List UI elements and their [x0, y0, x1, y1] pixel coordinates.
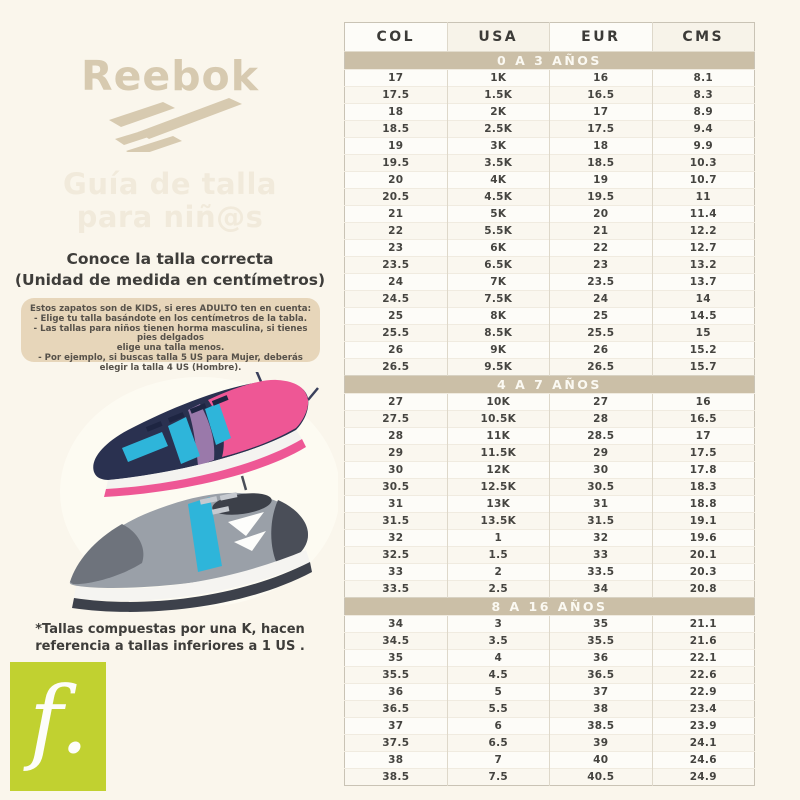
- table-cell: 21.6: [652, 633, 755, 650]
- falabella-logo: [10, 662, 106, 791]
- info-line: elegir la talla 4 US (Hombre).: [99, 362, 242, 373]
- section-header-row: [345, 52, 755, 70]
- table-row: [345, 189, 755, 206]
- table-cell: 25: [345, 308, 448, 325]
- table-cell: 18: [345, 104, 448, 121]
- table-row: [345, 172, 755, 189]
- table-cell: 19.5: [345, 155, 448, 172]
- table-row: [345, 359, 755, 376]
- table-cell: 12.5K: [447, 479, 550, 496]
- table-cell: 19.5: [550, 189, 653, 206]
- table-cell: 30: [345, 462, 448, 479]
- table-cell: 17.5: [652, 445, 755, 462]
- table-cell: 36.5: [550, 667, 653, 684]
- table-cell: 4.5: [447, 667, 550, 684]
- table-cell: 34: [550, 581, 653, 598]
- table-cell: 19: [550, 172, 653, 189]
- table-cell: 17: [652, 428, 755, 445]
- section-header: 8 A 16 AÑOS: [345, 598, 755, 616]
- table-cell: 20.8: [652, 581, 755, 598]
- table-row: [345, 206, 755, 223]
- size-table-body: [345, 52, 755, 786]
- table-cell: 18.8: [652, 496, 755, 513]
- table-cell: 18.5: [550, 155, 653, 172]
- table-cell: 22.9: [652, 684, 755, 701]
- table-cell: 20.3: [652, 564, 755, 581]
- table-cell: 7.5: [447, 769, 550, 786]
- table-cell: 27.5: [345, 411, 448, 428]
- table-cell: 24.9: [652, 769, 755, 786]
- table-cell: 19: [345, 138, 448, 155]
- table-row: [345, 428, 755, 445]
- table-cell: 7.5K: [447, 291, 550, 308]
- table-cell: 25: [550, 308, 653, 325]
- info-line: - Por ejemplo, si buscas talla 5 US para Mujer, deberás: [38, 352, 303, 363]
- table-cell: 31: [345, 496, 448, 513]
- size-table-head: [345, 23, 755, 52]
- table-cell: 20.5: [345, 189, 448, 206]
- table-row: [345, 633, 755, 650]
- table-cell: 23.9: [652, 718, 755, 735]
- table-cell: 5K: [447, 206, 550, 223]
- table-cell: 23.5: [550, 274, 653, 291]
- table-row: [345, 650, 755, 667]
- table-row: [345, 581, 755, 598]
- table-cell: 34.5: [345, 633, 448, 650]
- table-row: [345, 445, 755, 462]
- table-cell: 35: [550, 616, 653, 633]
- table-cell: 6K: [447, 240, 550, 257]
- table-cell: 38.5: [550, 718, 653, 735]
- table-cell: 21.1: [652, 616, 755, 633]
- table-cell: 31: [550, 496, 653, 513]
- table-cell: 23: [550, 257, 653, 274]
- table-cell: 28: [345, 428, 448, 445]
- size-table-header-row: [345, 23, 755, 52]
- table-cell: 14.5: [652, 308, 755, 325]
- table-row: [345, 769, 755, 786]
- section-header-row: [345, 376, 755, 394]
- info-line: elige una talla menos.: [116, 343, 225, 354]
- table-cell: 2: [447, 564, 550, 581]
- table-cell: 3.5K: [447, 155, 550, 172]
- table-cell: 10.5K: [447, 411, 550, 428]
- intro-heading-line2: (Unidad de medida en centímetros): [14, 271, 326, 289]
- table-cell: 11.4: [652, 206, 755, 223]
- table-cell: 17.8: [652, 462, 755, 479]
- column-header-eur: EUR: [550, 23, 653, 52]
- table-cell: 24.6: [652, 752, 755, 769]
- table-cell: 39: [550, 735, 653, 752]
- table-cell: 26: [550, 342, 653, 359]
- table-cell: 36.5: [345, 701, 448, 718]
- table-cell: 19.1: [652, 513, 755, 530]
- table-cell: 37.5: [345, 735, 448, 752]
- table-cell: 11: [652, 189, 755, 206]
- table-row: [345, 667, 755, 684]
- table-cell: 2K: [447, 104, 550, 121]
- table-cell: 8K: [447, 308, 550, 325]
- table-cell: 7: [447, 752, 550, 769]
- table-row: [345, 735, 755, 752]
- table-cell: 7K: [447, 274, 550, 291]
- table-row: [345, 104, 755, 121]
- table-row: [345, 121, 755, 138]
- table-cell: 10K: [447, 394, 550, 411]
- table-cell: 17: [345, 70, 448, 87]
- left-column: [0, 0, 340, 800]
- table-cell: 17.5: [345, 87, 448, 104]
- table-cell: 14: [652, 291, 755, 308]
- table-cell: 20.1: [652, 547, 755, 564]
- table-row: [345, 291, 755, 308]
- info-line: - Elige tu talla basándote en los centímetros de la tabla.: [34, 313, 307, 324]
- table-cell: 32: [550, 530, 653, 547]
- table-cell: 20: [345, 172, 448, 189]
- table-cell: 2.5K: [447, 121, 550, 138]
- table-row: [345, 342, 755, 359]
- table-row: [345, 752, 755, 769]
- table-cell: 16.5: [652, 411, 755, 428]
- table-cell: 12.7: [652, 240, 755, 257]
- table-cell: 9.9: [652, 138, 755, 155]
- table-cell: 26.5: [345, 359, 448, 376]
- table-cell: 31.5: [550, 513, 653, 530]
- table-cell: 17: [550, 104, 653, 121]
- table-cell: 9K: [447, 342, 550, 359]
- table-cell: 3K: [447, 138, 550, 155]
- table-cell: 40.5: [550, 769, 653, 786]
- table-cell: 20: [550, 206, 653, 223]
- table-cell: 6: [447, 718, 550, 735]
- section-header-row: [345, 598, 755, 616]
- table-cell: 16: [550, 70, 653, 87]
- table-row: [345, 701, 755, 718]
- table-cell: 10.3: [652, 155, 755, 172]
- table-row: [345, 257, 755, 274]
- table-cell: 24: [345, 274, 448, 291]
- table-row: [345, 274, 755, 291]
- table-cell: 31.5: [345, 513, 448, 530]
- table-row: [345, 138, 755, 155]
- table-cell: 28: [550, 411, 653, 428]
- table-row: [345, 394, 755, 411]
- table-cell: 17.5: [550, 121, 653, 138]
- table-cell: 23: [345, 240, 448, 257]
- table-cell: 13K: [447, 496, 550, 513]
- table-row: [345, 616, 755, 633]
- table-cell: 1: [447, 530, 550, 547]
- page-title-line2: para niñ@s: [76, 200, 264, 234]
- table-cell: 15.7: [652, 359, 755, 376]
- table-cell: 28.5: [550, 428, 653, 445]
- info-line: Estos zapatos son de KIDS, si eres ADULTO ten en cuenta:: [29, 304, 312, 314]
- table-cell: 30.5: [550, 479, 653, 496]
- table-cell: 37: [345, 718, 448, 735]
- table-cell: 11.5K: [447, 445, 550, 462]
- falabella-f-icon: f.: [28, 666, 89, 774]
- table-row: [345, 513, 755, 530]
- table-cell: 11K: [447, 428, 550, 445]
- kids-sneakers-image: [50, 372, 338, 620]
- intro-heading: [0, 249, 340, 291]
- table-cell: 36: [550, 650, 653, 667]
- table-cell: 22.6: [652, 667, 755, 684]
- table-cell: 35: [345, 650, 448, 667]
- table-cell: 9.5K: [447, 359, 550, 376]
- table-cell: 30: [550, 462, 653, 479]
- column-header-cms: CMS: [652, 23, 755, 52]
- table-cell: 18.3: [652, 479, 755, 496]
- table-row: [345, 564, 755, 581]
- table-cell: 2.5: [447, 581, 550, 598]
- column-header-col: COL: [345, 23, 448, 52]
- table-cell: 16: [652, 394, 755, 411]
- table-cell: 26.5: [550, 359, 653, 376]
- table-cell: 22.1: [652, 650, 755, 667]
- size-table-container: [344, 22, 755, 786]
- table-row: [345, 684, 755, 701]
- table-row: [345, 70, 755, 87]
- table-cell: 21: [345, 206, 448, 223]
- table-cell: 29: [550, 445, 653, 462]
- table-cell: 13.5K: [447, 513, 550, 530]
- table-cell: 1.5: [447, 547, 550, 564]
- table-cell: 18: [550, 138, 653, 155]
- table-cell: 15: [652, 325, 755, 342]
- table-row: [345, 155, 755, 172]
- reebok-vector-icon: [109, 98, 242, 152]
- table-cell: 27: [550, 394, 653, 411]
- table-cell: 22: [550, 240, 653, 257]
- table-cell: 33: [550, 547, 653, 564]
- table-cell: 35.5: [345, 667, 448, 684]
- table-cell: 24: [550, 291, 653, 308]
- table-row: [345, 411, 755, 428]
- table-cell: 23.4: [652, 701, 755, 718]
- table-cell: 26: [345, 342, 448, 359]
- table-cell: 27: [345, 394, 448, 411]
- table-cell: 33.5: [550, 564, 653, 581]
- table-row: [345, 530, 755, 547]
- table-cell: 4.5K: [447, 189, 550, 206]
- table-row: [345, 718, 755, 735]
- table-row: [345, 479, 755, 496]
- table-cell: 10.7: [652, 172, 755, 189]
- table-cell: 19.6: [652, 530, 755, 547]
- table-cell: 24.1: [652, 735, 755, 752]
- page-title-line1: Guía de talla: [63, 167, 277, 201]
- table-row: [345, 308, 755, 325]
- table-row: [345, 462, 755, 479]
- table-cell: 13.2: [652, 257, 755, 274]
- table-cell: 1.5K: [447, 87, 550, 104]
- page-title: [0, 168, 340, 234]
- table-cell: 25.5: [550, 325, 653, 342]
- table-row: [345, 240, 755, 257]
- table-cell: 5: [447, 684, 550, 701]
- column-header-usa: USA: [447, 23, 550, 52]
- info-line: - Las tallas para niños tienen horma masculina, si tienes pies delgados: [33, 323, 308, 344]
- table-row: [345, 496, 755, 513]
- table-cell: 18.5: [345, 121, 448, 138]
- table-cell: 37: [550, 684, 653, 701]
- table-row: [345, 87, 755, 104]
- section-header: 4 A 7 AÑOS: [345, 376, 755, 394]
- table-cell: 12K: [447, 462, 550, 479]
- table-cell: 32: [345, 530, 448, 547]
- table-cell: 25.5: [345, 325, 448, 342]
- table-cell: 40: [550, 752, 653, 769]
- table-cell: 8.9: [652, 104, 755, 121]
- adult-info-box: [21, 298, 320, 373]
- table-cell: 8.5K: [447, 325, 550, 342]
- reebok-logo: [75, 50, 265, 152]
- table-cell: 29: [345, 445, 448, 462]
- table-cell: 33: [345, 564, 448, 581]
- table-cell: 8.3: [652, 87, 755, 104]
- table-cell: 3: [447, 616, 550, 633]
- table-cell: 15.2: [652, 342, 755, 359]
- table-cell: 34: [345, 616, 448, 633]
- table-cell: 22: [345, 223, 448, 240]
- table-cell: 30.5: [345, 479, 448, 496]
- table-cell: 4: [447, 650, 550, 667]
- size-table: [344, 22, 755, 786]
- table-cell: 1K: [447, 70, 550, 87]
- table-cell: 21: [550, 223, 653, 240]
- table-cell: 9.4: [652, 121, 755, 138]
- table-cell: 33.5: [345, 581, 448, 598]
- table-cell: 13.7: [652, 274, 755, 291]
- table-cell: 5.5K: [447, 223, 550, 240]
- table-cell: 8.1: [652, 70, 755, 87]
- table-cell: 23.5: [345, 257, 448, 274]
- table-cell: 36: [345, 684, 448, 701]
- intro-heading-line1: Conoce la talla correcta: [66, 250, 274, 268]
- table-cell: 32.5: [345, 547, 448, 564]
- k-note-line1: *Tallas compuestas por una K, hacen: [35, 622, 305, 637]
- k-size-note: [0, 621, 340, 655]
- reebok-wordmark: Reebok: [81, 52, 259, 100]
- table-cell: 38.5: [345, 769, 448, 786]
- table-row: [345, 223, 755, 240]
- table-cell: 16.5: [550, 87, 653, 104]
- table-cell: 6.5: [447, 735, 550, 752]
- table-cell: 4K: [447, 172, 550, 189]
- table-cell: 5.5: [447, 701, 550, 718]
- section-header: 0 A 3 AÑOS: [345, 52, 755, 70]
- table-cell: 35.5: [550, 633, 653, 650]
- table-cell: 3.5: [447, 633, 550, 650]
- table-cell: 38: [550, 701, 653, 718]
- table-cell: 38: [345, 752, 448, 769]
- table-row: [345, 325, 755, 342]
- table-cell: 12.2: [652, 223, 755, 240]
- k-note-line2: referencia a tallas inferiores a 1 US .: [35, 639, 305, 654]
- table-cell: 24.5: [345, 291, 448, 308]
- table-row: [345, 547, 755, 564]
- table-cell: 6.5K: [447, 257, 550, 274]
